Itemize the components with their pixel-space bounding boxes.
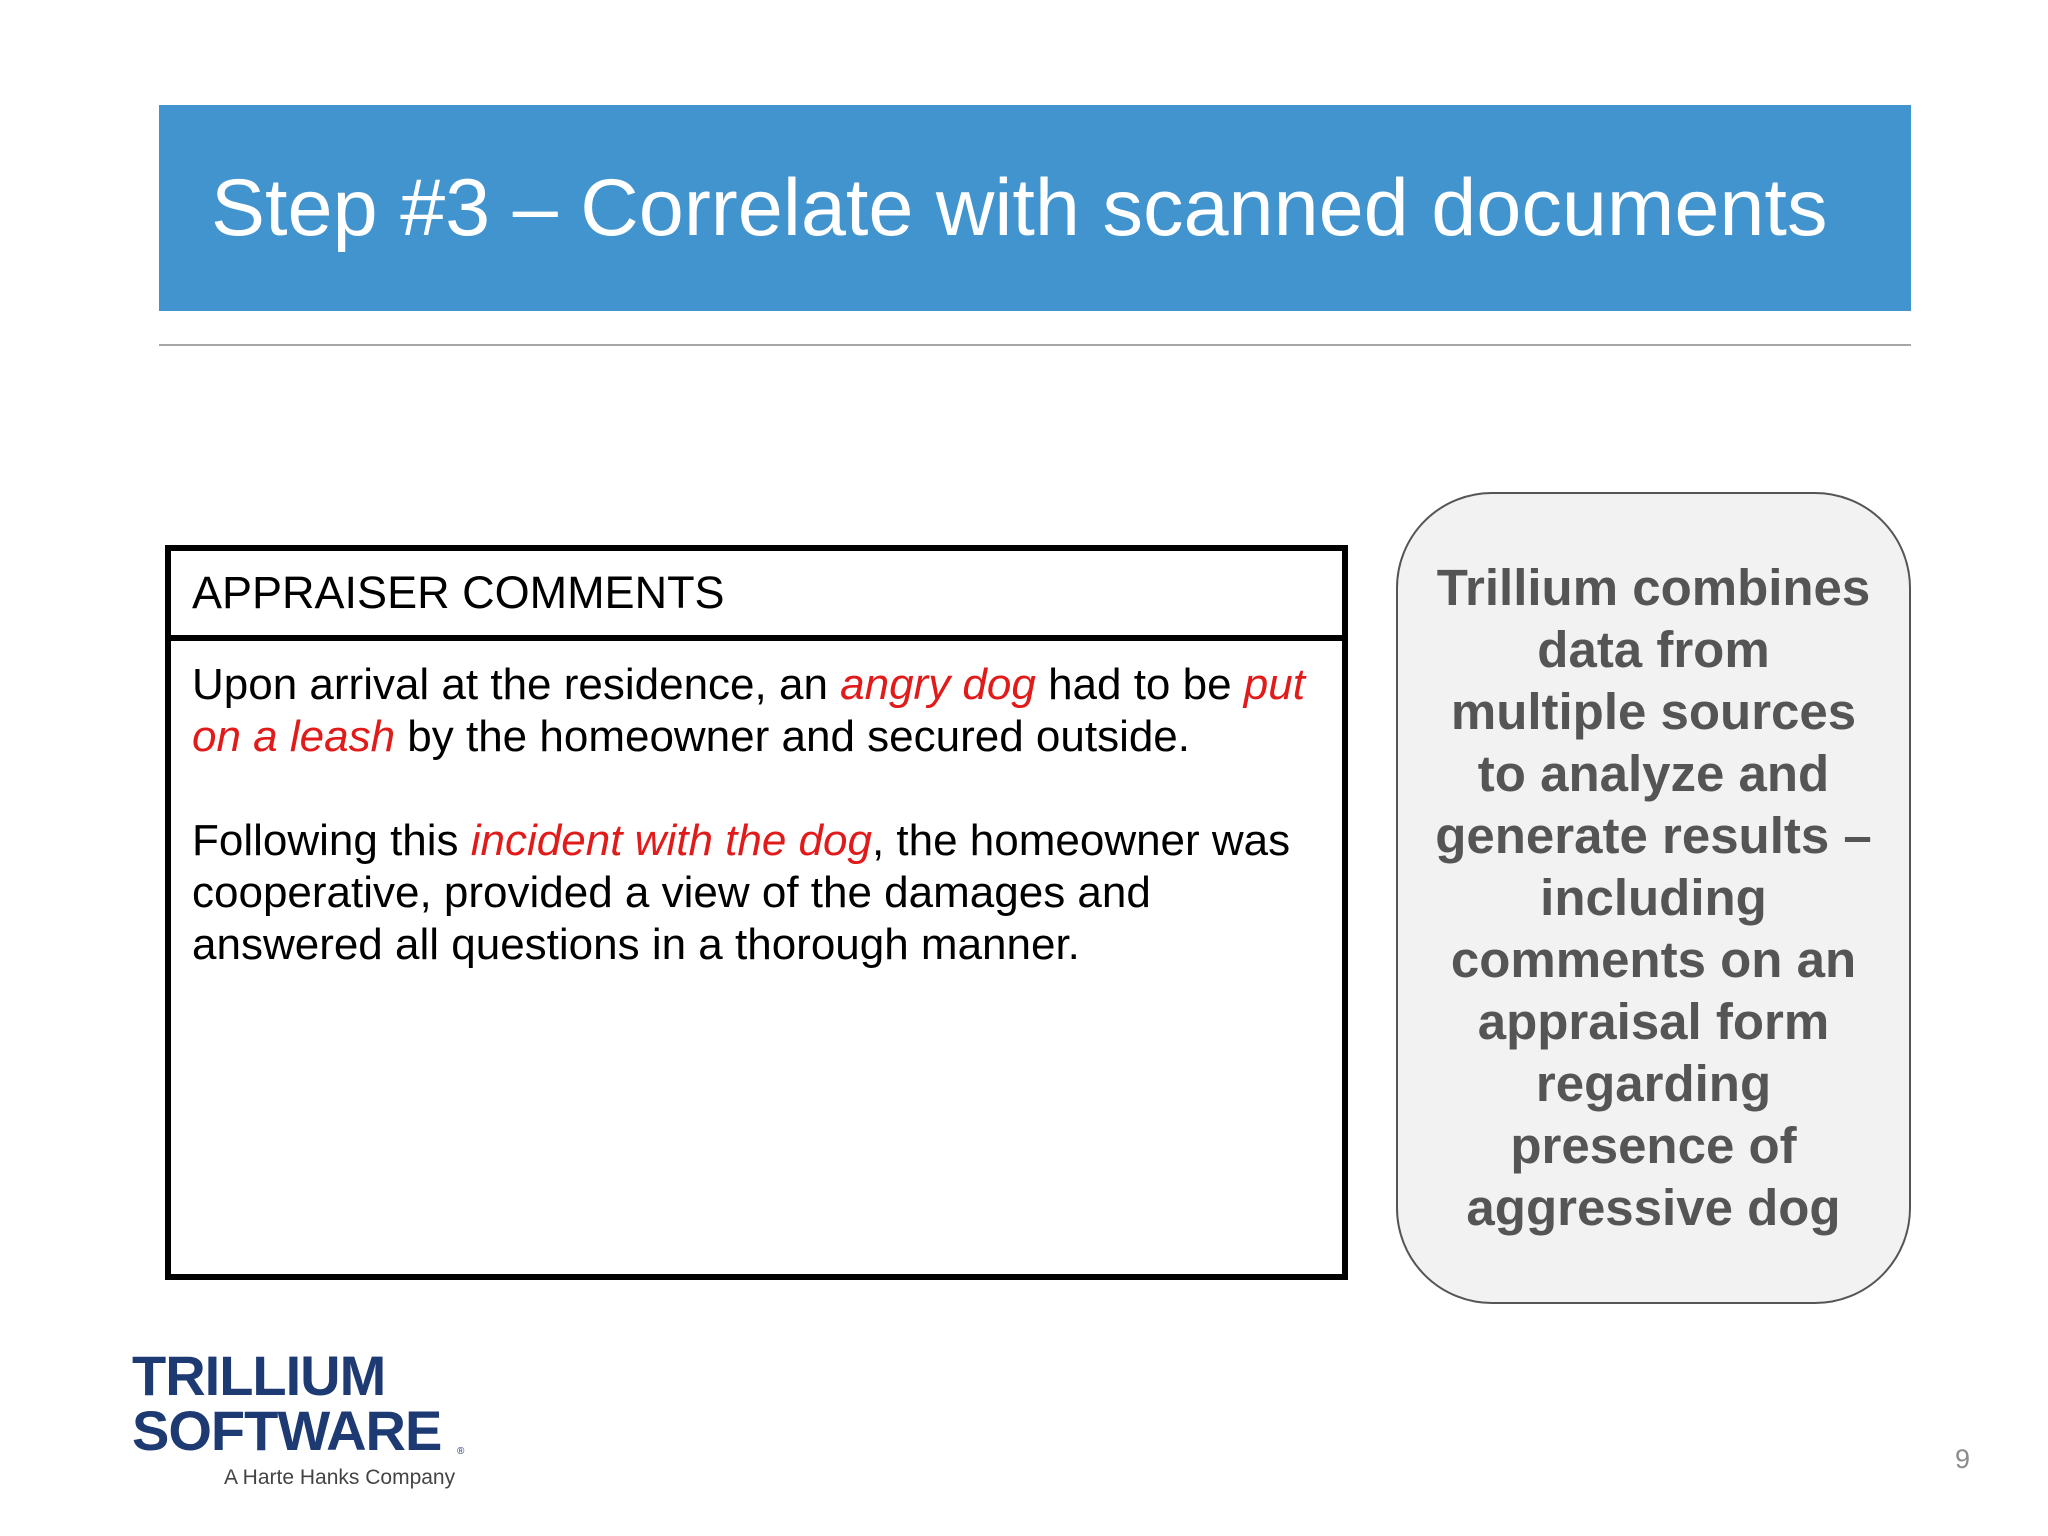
paragraph-1-text-2: had to be xyxy=(1035,660,1244,709)
paragraph-1-text-3: by the homeowner and secured outside. xyxy=(395,712,1191,761)
registered-mark: ® xyxy=(457,1446,465,1457)
callout-line: multiple sources xyxy=(1450,683,1857,740)
callout-line: Trillium combines xyxy=(1436,559,1871,616)
trillium-software-logo xyxy=(130,1344,470,1498)
comments-body xyxy=(171,641,1342,971)
highlight-put-on-leash: put on a leash xyxy=(192,660,1305,761)
callout-box xyxy=(1396,492,1911,1304)
callout-line: presence of xyxy=(1510,1117,1797,1174)
callout-line: comments on an xyxy=(1450,931,1857,988)
logo-wordmark-trillium: TRILLIUM xyxy=(132,1344,386,1407)
paragraph-2-text-2: , the homeowner was cooperative, provided a view of the damages and answered all questions in a thorough manner. xyxy=(192,816,1291,969)
callout-line: including xyxy=(1540,869,1767,926)
callout-line: to analyze and xyxy=(1477,745,1830,802)
callout-line: generate results – xyxy=(1435,807,1872,864)
highlight-incident-with-dog: incident with the dog xyxy=(470,816,872,865)
logo-wordmark-software: SOFTWARE xyxy=(132,1399,442,1462)
comments-paragraph-2 xyxy=(192,815,1321,971)
title-banner xyxy=(159,105,1911,311)
logo-tagline: A Harte Hanks Company xyxy=(224,1466,456,1489)
callout-line: data from xyxy=(1537,621,1770,678)
appraiser-comments-box xyxy=(165,545,1348,1280)
comments-paragraph-1 xyxy=(192,659,1321,763)
callout-text xyxy=(1435,557,1872,1239)
callout-line: regarding xyxy=(1535,1055,1772,1112)
callout-line: aggressive dog xyxy=(1466,1179,1841,1236)
paragraph-2-text-1: Following this xyxy=(192,816,471,865)
highlight-angry-dog: angry dog xyxy=(840,660,1036,709)
title-divider xyxy=(159,344,1911,346)
slide-title: Step #3 – Correlate with scanned documents xyxy=(211,163,1828,253)
callout-line: appraisal form xyxy=(1477,993,1830,1050)
paragraph-1-text-1: Upon arrival at the residence, an xyxy=(192,660,841,709)
page-number: 9 xyxy=(1954,1444,1970,1474)
comments-header: APPRAISER COMMENTS xyxy=(171,551,1342,641)
